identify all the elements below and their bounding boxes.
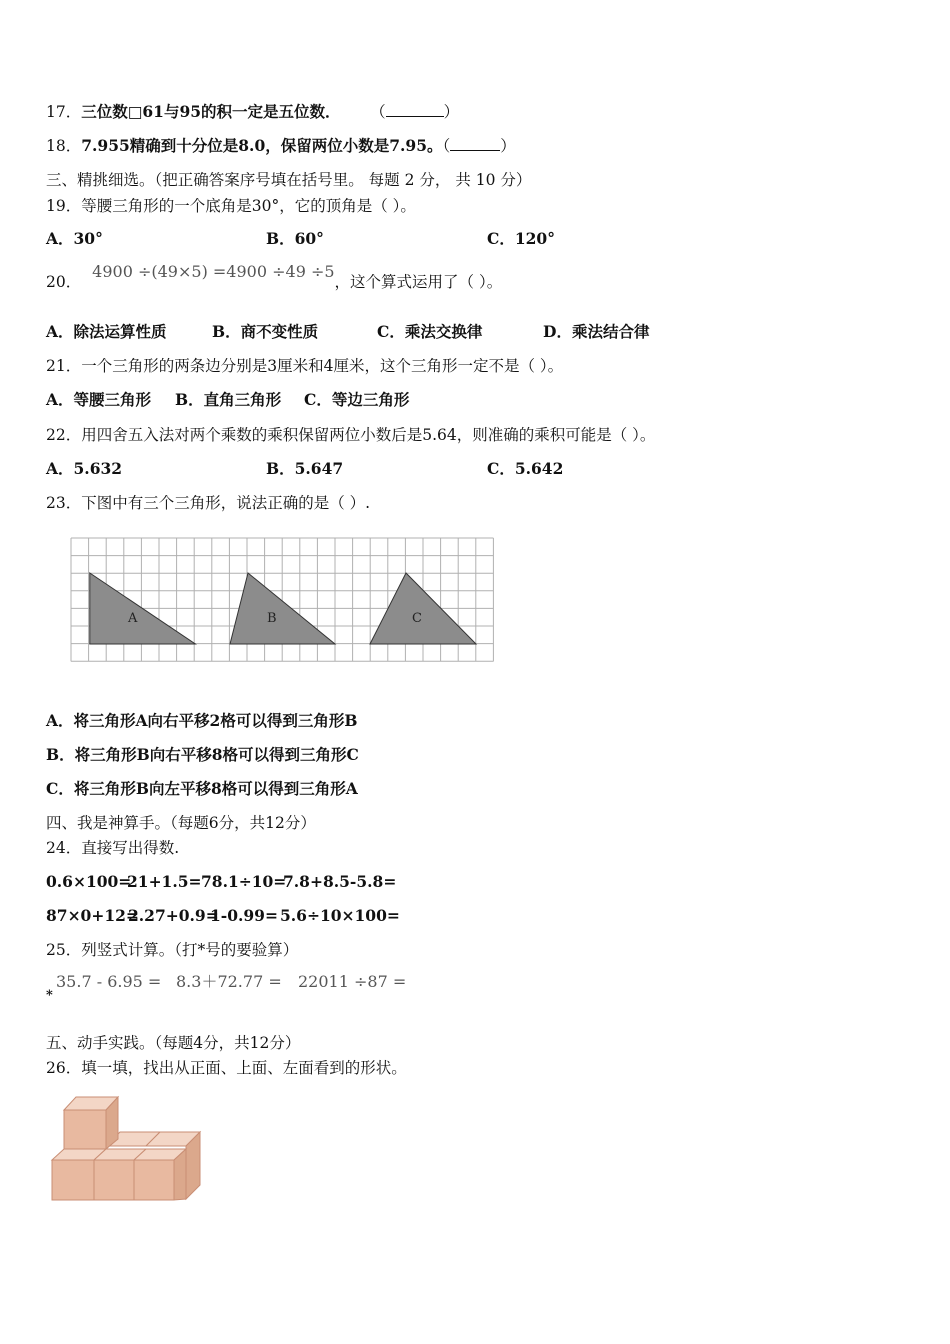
q22-number: 22． [46, 426, 82, 444]
q23-option-c[interactable]: C．将三角形B向左平移8格可以得到三角形A [46, 779, 358, 798]
triangle-c-label: C [412, 611, 422, 626]
q22-option-a[interactable]: A．5.632 [46, 459, 123, 478]
q18-answer-blank[interactable] [450, 136, 500, 151]
q22-option-c[interactable]: C．5.642 [487, 459, 564, 478]
q26-number: 26． [46, 1059, 82, 1077]
q23-option-a[interactable]: A．将三角形A向右平移2格可以得到三角形B [46, 711, 358, 730]
section-3-title: 三、精挑细选。（把正确答案序号填在括号里。 每题 2 分， 共 10 分） [46, 171, 532, 189]
cube-group [52, 1097, 200, 1200]
cube-stack-figure [48, 1092, 206, 1206]
q19-option-b[interactable]: B．60° [266, 229, 324, 248]
q21-option-b[interactable]: B．直角三角形 [175, 390, 282, 409]
q19-text: 等腰三角形的一个底角是30°，它的顶角是（ ）。 [81, 197, 416, 215]
q26-text: 填一填，找出从正面、上面、左面看到的形状。 [81, 1059, 407, 1077]
q19-option-a[interactable]: A．30° [46, 229, 103, 248]
triangle-b-label: B [267, 611, 277, 626]
q25-expr-3: 22011 ÷87 = [298, 972, 407, 991]
cube-front-face [64, 1110, 106, 1149]
q19-option-c[interactable]: C．120° [487, 229, 555, 248]
q24-row2-item4: 5.6÷10×100= [280, 906, 400, 925]
q23-text: 下图中有三个三角形，说法正确的是（ ）. [81, 494, 371, 512]
q17-number: 17． [46, 103, 82, 121]
q24-row1-item4: 7.8+8.5-5.8= [283, 872, 397, 891]
q21-number: 21． [46, 357, 82, 375]
cube-front-face [134, 1160, 174, 1200]
q21-option-c[interactable]: C．等边三角形 [304, 390, 410, 409]
triangle-a-label: A [128, 611, 138, 626]
q20-text: ，这个算式运用了（ ）。 [334, 273, 503, 291]
q24-row1-item1: 0.6×100= [46, 872, 132, 891]
q25-text: 列竖式计算。（打*号的要验算） [81, 941, 299, 959]
q25-expr-2: 8.3＋72.77 = [176, 972, 282, 991]
q25-expr-1: 35.7 - 6.95 = [56, 972, 162, 991]
cube-front-face [94, 1160, 134, 1200]
q23-option-b[interactable]: B．将三角形B向右平移8格可以得到三角形C [46, 745, 359, 764]
question-17 [46, 102, 459, 122]
q24-row2-item1: 87×0+12= [46, 906, 139, 925]
q20-option-b[interactable]: B．商不变性质 [212, 322, 319, 341]
q24-row2-item3: 1-0.99= [210, 906, 278, 925]
question-26 [46, 1058, 407, 1078]
q17-answer-blank[interactable] [386, 102, 444, 117]
section-4-title: 四、我是神算手。（每题6分，共12分） [46, 814, 316, 832]
q18-paren-right: ） [500, 137, 516, 155]
q17-paren-left: （ [370, 103, 386, 121]
section-5-title: 五、动手实践。（每题4分，共12分） [46, 1034, 301, 1052]
q22-text: 用四舍五入法对两个乘数的乘积保留两位小数后是5.64，则准确的乘积可能是（ ）。 [81, 426, 656, 444]
q21-text: 一个三角形的两条边分别是3厘米和4厘米，这个三角形一定不是（ ）。 [81, 357, 564, 375]
triangle-grid-figure [70, 537, 496, 664]
q18-paren-left: （ [442, 137, 451, 155]
question-22 [46, 425, 655, 445]
q17-paren-right: ） [443, 103, 460, 121]
q20-option-c[interactable]: C．乘法交换律 [377, 322, 483, 341]
question-20 [46, 262, 503, 292]
q17-text: 三位数□61与95的积一定是五位数． [81, 102, 341, 121]
q22-option-b[interactable]: B．5.647 [266, 459, 344, 478]
q20-number: 20． [46, 273, 82, 291]
q18-number: 18． [46, 137, 82, 155]
question-25 [46, 940, 298, 960]
question-19 [46, 196, 416, 216]
q25-verify-star: * [46, 988, 53, 1003]
q23-number: 23． [46, 494, 82, 512]
q19-number: 19． [46, 197, 82, 215]
q21-option-a[interactable]: A．等腰三角形 [46, 390, 152, 409]
question-24 [46, 838, 179, 858]
q24-row2-item2: 2.27+0.9= [128, 906, 219, 925]
q20-expression: 4900 ÷(49×5) =4900 ÷49 ÷5 [92, 262, 335, 281]
q24-row1-item3: 78.1÷10= [201, 872, 287, 891]
cube-front-face [52, 1160, 94, 1200]
question-21 [46, 356, 563, 376]
q24-row1-item2: 21+1.5= [127, 872, 202, 891]
q20-option-d[interactable]: D．乘法结合律 [543, 322, 650, 341]
q20-option-a[interactable]: A．除法运算性质 [46, 322, 167, 341]
q24-text: 直接写出得数. [81, 839, 180, 857]
q24-number: 24． [46, 839, 82, 857]
q18-text: 7.955精确到十分位是8.0，保留两位小数是7.95。 [81, 136, 443, 155]
question-23 [46, 493, 370, 513]
q25-number: 25． [46, 941, 82, 959]
question-18 [46, 136, 516, 156]
